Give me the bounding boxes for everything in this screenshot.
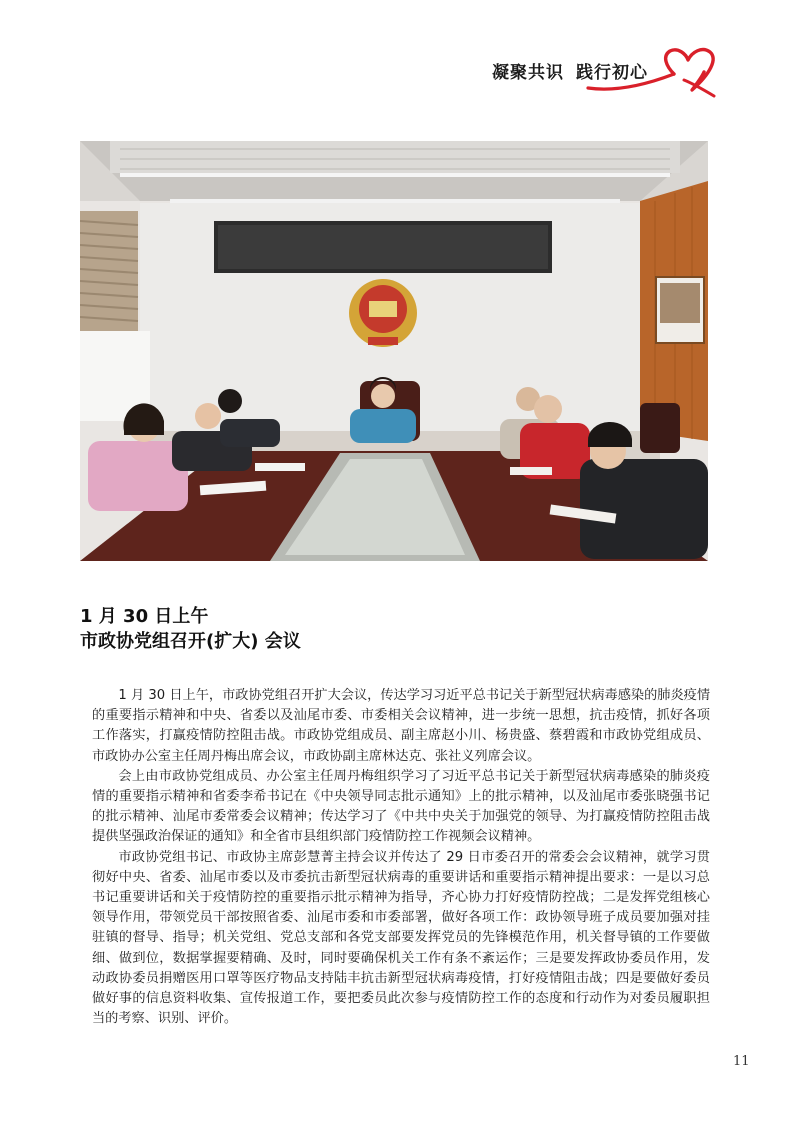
title-date-line: 1 月 30 日上午 <box>80 606 209 627</box>
slogan-part2: 践行初心 <box>576 63 648 83</box>
page-number: 11 <box>733 1054 750 1069</box>
article-body <box>92 686 710 1029</box>
slogan-part1: 凝聚共识 <box>492 63 564 83</box>
heart-ribbon-icon <box>586 44 718 100</box>
paragraph: 1 月 30 日上午，市政协党组召开扩大会议，传达学习习近平总书记关于新型冠状病毒感染的肺炎疫情的重要指示精神和中央、省委以及汕尾市委、市委相关会议精神，进一步统一思想，抗击疫情，抓好各项工作落实，打赢疫情防控阻击战。市政协党组成员、副主席赵小川、杨贵盛、蔡碧霞和市政协党组成员、市政协办公室主任周丹梅出席会议，市政协副主席林达克、张社义列席会议。 <box>92 688 711 764</box>
meeting-photo <box>80 141 708 561</box>
paragraph: 会上由市政协党组成员、办公室主任周丹梅组织学习了习近平总书记关于新型冠状病毒感染的肺炎疫情的重要指示精神和省委李希书记在《中央领导同志批示通知》上的批示精神，以及汕尾市委张晓强书记的批示精神、汕尾市委常委会议精神；传达学习了《中共中央关于加强党的领导、为打赢疫情防控阻击战提供坚强政治保证的通知》和全省市县组织部门疫情防控工作视频会议精神。 <box>92 768 710 845</box>
title-main-line: 市政协党组召开(扩大) 会议 <box>80 631 301 652</box>
paragraph: 市政协党组书记、市政协主席彭慧菁主持会议并传达了 29 日市委召开的常委会会议精神，就学习贯彻好中央、省委、汕尾市委以及市委抗击新型冠状病毒的重要讲话和重要指示精神提出要求：一是以习总书记重要讲话和关于疫情防控的重要指示批示精神为指导，齐心协力打好疫情防控战；二是发挥党组核心领导作用，带领党员干部按照省委、汕尾市委和市委部署，做好各项工作：政协领导班子成员要加强对挂驻镇的督导、指导；机关党组、党总支部和各党支部要发挥党员的先锋模范作用，机关督导镇的工作要做细、做到位，数据掌握要精确、及时，同时要确保机关工作有条不紊运作；三是要发挥政协委员作用，发动政协委员捐赠医用口罩等医疗物品支持陆丰抗击新型冠状病毒疫情，打好疫情阻击战；四是要做好委员做好事的信息资料收集、宣传报道工作，要把委员此次参与疫情防控工作的态度和行动作为对委员履职担当的考察、识别、评价。 <box>92 849 710 1027</box>
article-title <box>80 604 301 654</box>
